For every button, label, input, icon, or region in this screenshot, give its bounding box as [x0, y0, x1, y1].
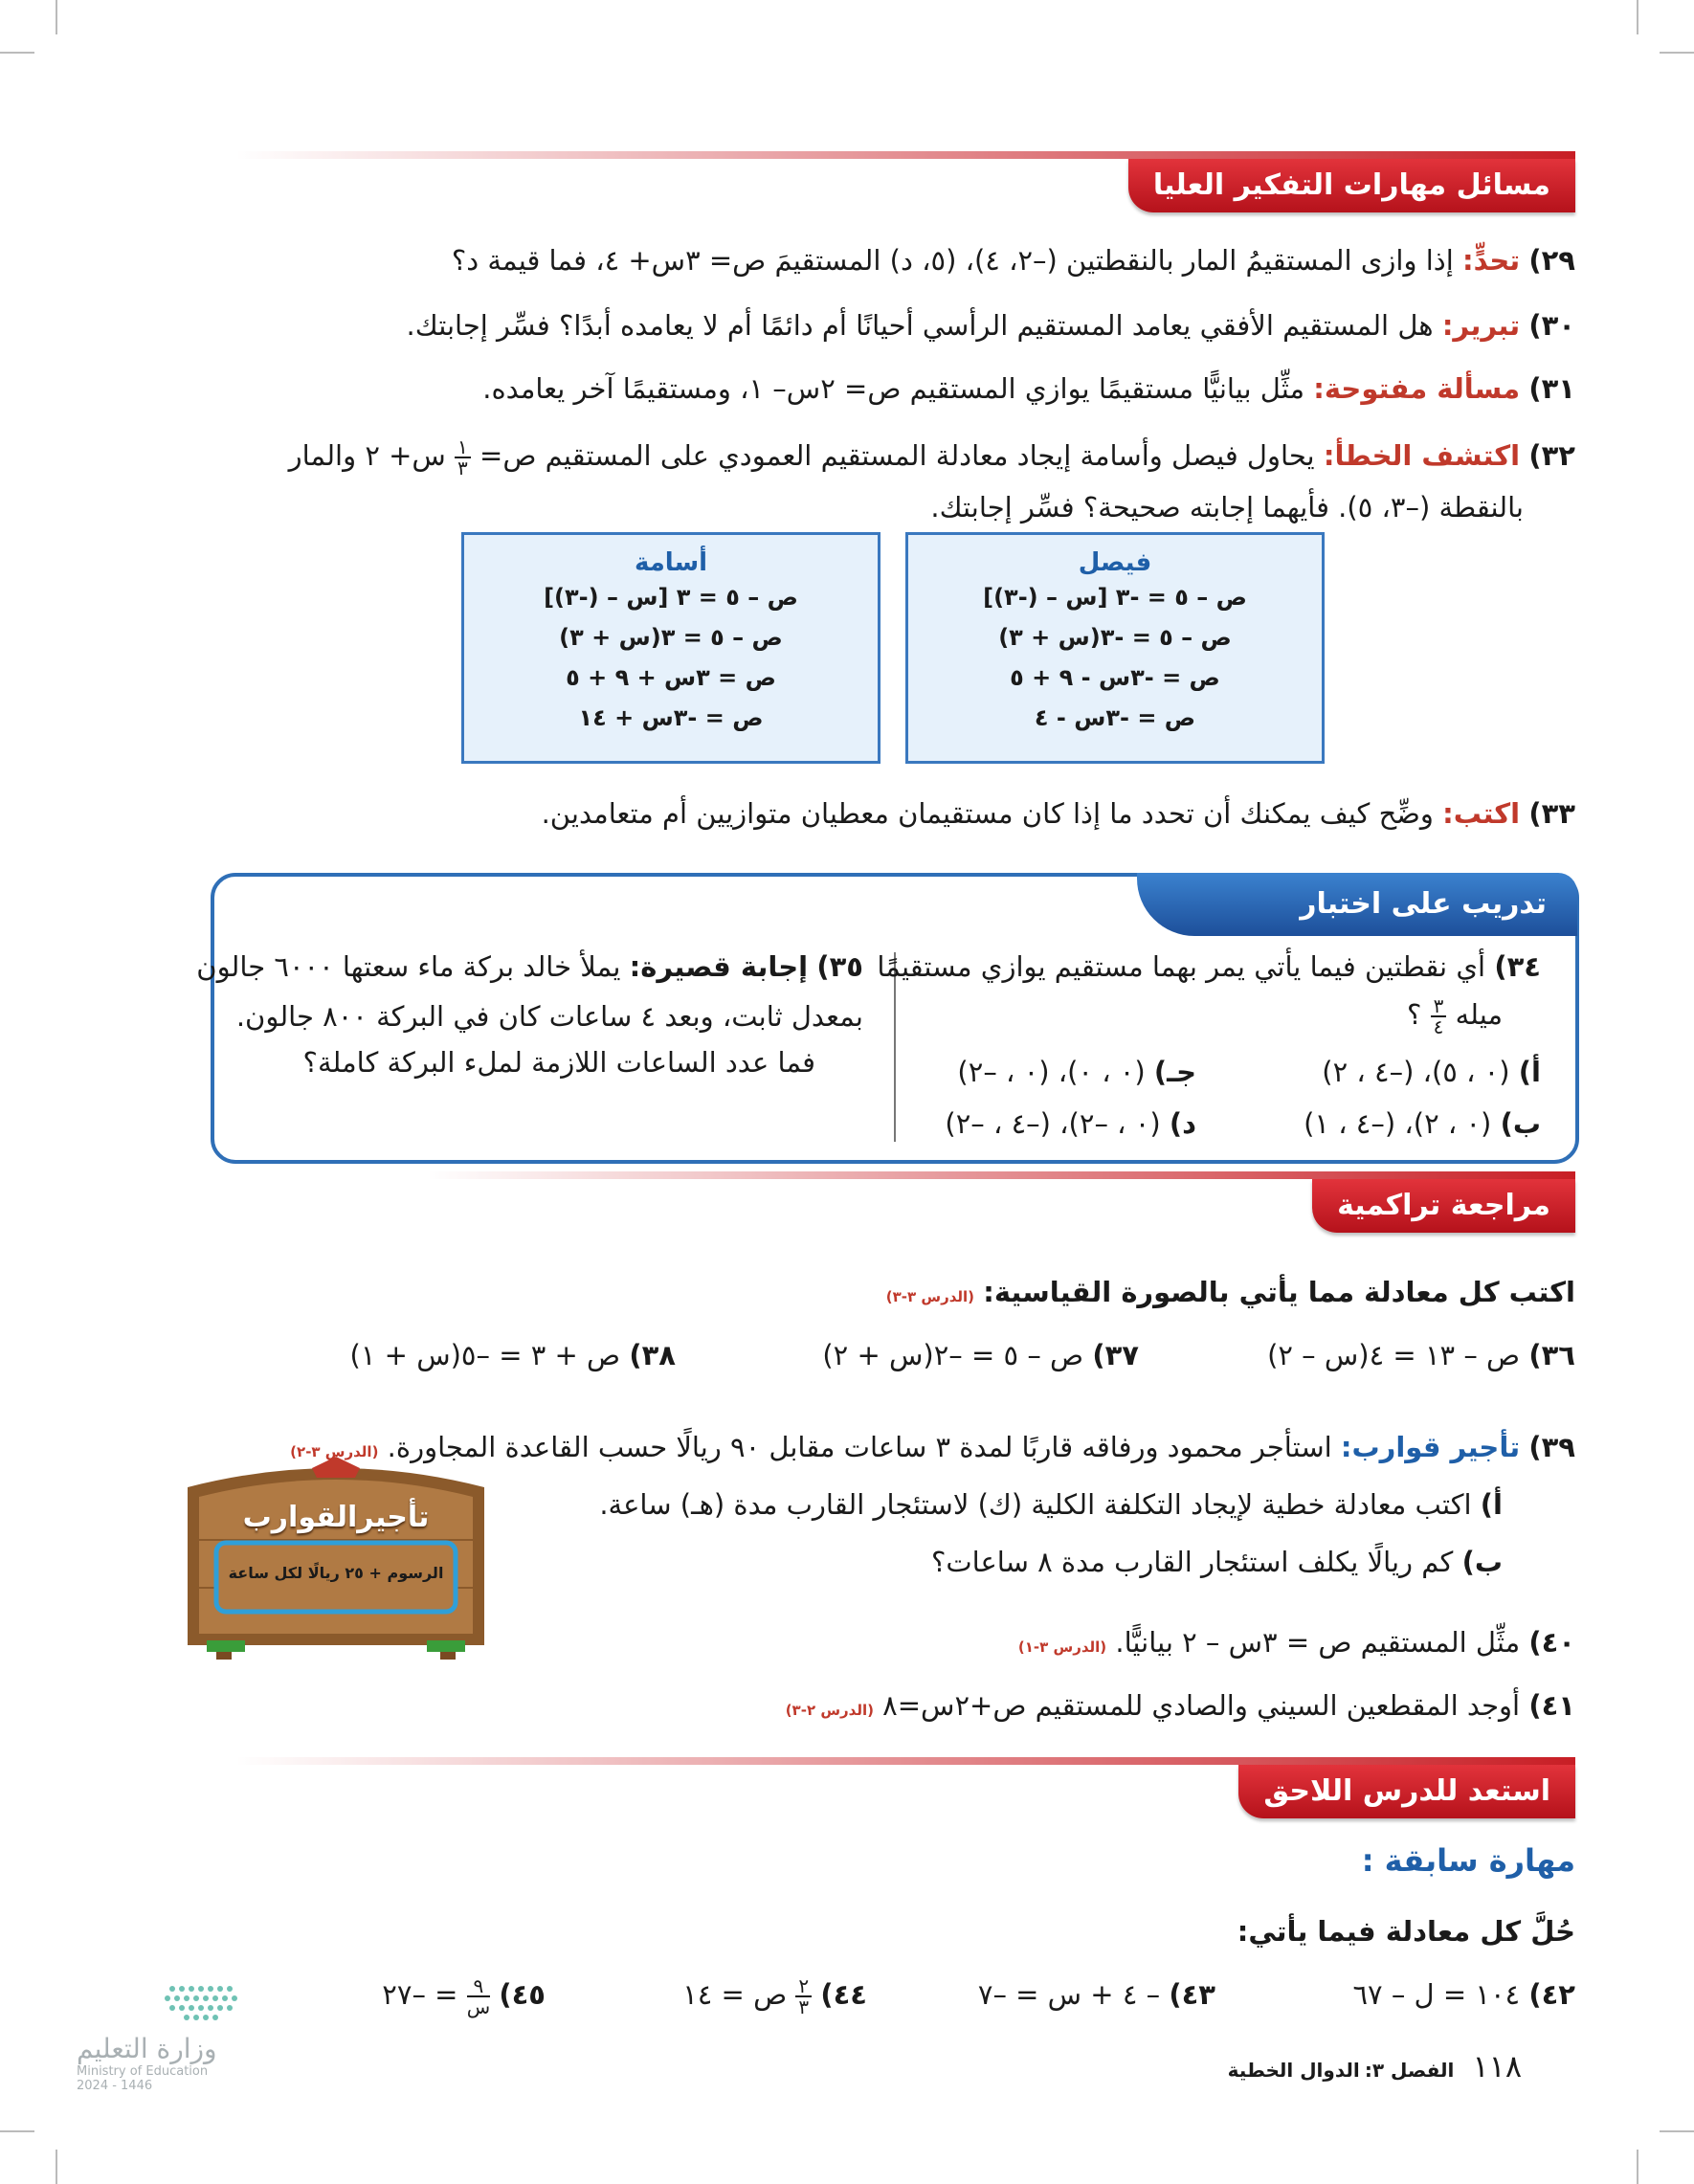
problem-number: ٣٨) [629, 1339, 676, 1371]
problem-33 [0, 794, 1575, 833]
problem-number: ٢٩) [1528, 244, 1575, 277]
problem-43 [978, 1975, 1215, 2014]
section-title: استعد للدرس اللاحق [1238, 1765, 1575, 1818]
problem-number: ٣٥) [816, 950, 863, 983]
problem-number: ٣٣) [1528, 797, 1575, 830]
part-text: اكتب معادلة خطية لإيجاد التكلفة الكلية (ك) لاستئجار القارب مدة (هـ) ساعة. [599, 1488, 1472, 1521]
crop-mark [56, 2150, 57, 2184]
header-fade [235, 151, 1575, 159]
equation: ص – ٥ = –٢(س + ٢) [822, 1339, 1084, 1371]
header-fade [235, 1757, 1575, 1765]
choice-text: (٠ ، –٢)، (–٤ ، –٢) [945, 1107, 1161, 1140]
problem-34-line2 [1407, 995, 1503, 1036]
review-instruction [0, 1273, 1575, 1316]
problem-34 [877, 947, 1541, 986]
problem-text: استأجر محمود ورفاقه قاربًا لمدة ٣ ساعات مقابل ٩٠ ريالًا حسب القاعدة المجاورة. [387, 1431, 1332, 1463]
solution-line: ص = -٣س + ١٤ [578, 704, 764, 731]
problem-label: مسألة مفتوحة: [1313, 372, 1521, 405]
choice-text: (٠ ، ٠)، (٠ ، –٢) [957, 1056, 1146, 1088]
choice-d[interactable] [794, 1104, 1196, 1143]
ministry-name-ar: وزارة التعليم [77, 2033, 217, 2064]
crop-mark [56, 0, 57, 34]
solution-line: ص – ٥ = ٣(س + ٣) [559, 624, 783, 651]
fraction-numerator: ٩ [467, 1976, 490, 1997]
page-number: ١١٨ [1472, 2048, 1522, 2084]
sign-title: تأجيرالقوارب [242, 1501, 430, 1534]
crop-mark [1660, 52, 1694, 54]
problem-text: بالنقطة (–٣، ٥). فأيهما إجابته صحيحة؟ فسِّر إجابتك. [930, 491, 1524, 524]
problem-text: يحاول فيصل وأسامة إيجاد معادلة المستقيم العمودي على المستقيم ص= [479, 439, 1315, 472]
crop-mark [1637, 2150, 1638, 2184]
solve-instruction [0, 1912, 1575, 1950]
fraction-denominator: س [466, 1995, 491, 2018]
problem-text: ميله [1455, 998, 1503, 1031]
lesson-ref: (الدرس ٣-٢) [290, 1443, 379, 1460]
problem-44 [682, 1975, 867, 2017]
fraction-numerator: ١ [455, 437, 471, 458]
problem-40 [0, 1623, 1575, 1666]
problem-number: ٣٧) [1092, 1339, 1139, 1371]
problem-45 [382, 1975, 546, 2017]
ministry-logo [77, 1981, 249, 2115]
logo-dots-icon [77, 1981, 249, 2029]
section-header-get-ready [235, 1765, 1575, 1818]
problem-label: اكتب: [1442, 797, 1521, 830]
problem-32 [0, 436, 1575, 478]
equation: ص + ٣ = –٥(س + ١) [349, 1339, 621, 1371]
problem-text: مثِّل المستقيم ص = ٣س – ٢ بيانيًّا. [1115, 1626, 1521, 1659]
problem-text: هل المستقيم الأفقي يعامد المستقيم الرأسي أحيانًا أم دائمًا أم لا يعامده أبدًا؟ فسِّر إجابتك. [406, 309, 1434, 342]
problem-text: س+ ٢ والمار [288, 439, 446, 472]
choice-label: ب) [1500, 1107, 1541, 1140]
ministry-year: 2024 - 1446 [77, 2079, 153, 2093]
problem-number: ٣١) [1528, 372, 1575, 405]
problem-label: تبرير: [1441, 309, 1521, 342]
problem-number: ٤٥) [499, 1978, 546, 2011]
fraction-numerator: ٢ [795, 1976, 812, 1997]
section-title: مراجعة تراكمية [1312, 1179, 1575, 1233]
problem-label: اكتشف الخطأ: [1323, 439, 1521, 472]
choice-label: جـ) [1153, 1056, 1196, 1088]
problem-35-line2 [236, 997, 863, 1036]
fraction [795, 1976, 812, 2017]
header-fade [427, 1171, 1575, 1179]
ministry-name-en: Ministry of Education [77, 2064, 209, 2079]
fraction [1431, 996, 1447, 1036]
problem-text: أوجد المقطعين السيني والصادي للمستقيم ص+٢س=٨ [882, 1689, 1521, 1722]
fraction-denominator: ٣ [798, 1995, 810, 2018]
problem-text: مثِّل بيانيًّا مستقيمًا يوازي المستقيم ص= ٢س– ١، ومستقيمًا آخر يعامده. [482, 372, 1305, 405]
equation: ص – ١٣ = ٤(س – ٢) [1267, 1339, 1521, 1371]
sign-text: الرسوم + ٢٥ ريالًا لكل ساعة [228, 1564, 444, 1582]
problem-number: ٤٤) [820, 1978, 867, 2011]
problem-38 [350, 1336, 676, 1374]
choice-a[interactable] [1225, 1053, 1541, 1091]
problem-30 [0, 306, 1575, 345]
osama-solution-box [461, 532, 880, 764]
solution-line: ص – ٥ = -٣ [س – (-٣)] [983, 584, 1247, 611]
section-header-hots [235, 159, 1575, 212]
choice-c[interactable] [794, 1053, 1196, 1091]
instruction-text: اكتب كل معادلة مما يأتي بالصورة القياسية: [983, 1276, 1575, 1308]
problem-36 [1267, 1336, 1575, 1374]
problem-number: ٣٦) [1528, 1339, 1575, 1371]
part-label: ب) [1461, 1546, 1503, 1578]
choice-text: (٠ ، ٢)، (–٤ ، ١) [1304, 1107, 1492, 1140]
solution-line: ص – ٥ = ٣ [س – (-٣)] [544, 584, 798, 611]
section-title: مسائل مهارات التفكير العليا [1128, 159, 1575, 212]
problem-number: ٤٣) [1169, 1978, 1215, 2011]
problem-37 [822, 1336, 1139, 1374]
chapter-label: الفصل ٣: [1364, 2059, 1455, 2082]
problem-label: إجابة قصيرة: [629, 950, 809, 983]
problem-35-line3 [303, 1043, 815, 1081]
part-text: كم ريالًا يكلف استئجار القارب مدة ٨ ساعات؟ [930, 1546, 1454, 1578]
part-label: أ) [1480, 1488, 1503, 1521]
solution-line: ص = ٣س + ٩ + ٥ [566, 664, 776, 691]
problem-number: ٣٤) [1494, 950, 1541, 983]
problem-35 [196, 947, 863, 986]
problem-label: تحدٍّ: [1461, 244, 1521, 277]
prior-skill [0, 1841, 1575, 1881]
instruction-text: حُلَّ كل معادلة فيما يأتي: [1237, 1915, 1575, 1948]
equation: – ٤ + س = –٧ [977, 1978, 1161, 2011]
fraction [455, 437, 471, 478]
equation: = –٢٧ [382, 1978, 458, 2011]
crop-mark [1637, 0, 1638, 34]
problem-text: بمعدل ثابت، وبعد ٤ ساعات كان في البركة ٨٠٠ جالون. [235, 1000, 863, 1033]
problem-label: تأجير قوارب: [1340, 1431, 1521, 1463]
chapter-title: الدوال الخطية [1227, 2059, 1360, 2082]
problem-text: فما عدد الساعات اللازمة لملء البركة كاملة؟ [302, 1046, 815, 1079]
choice-b[interactable] [1225, 1104, 1541, 1143]
solution-line: ص – ٥ = -٣(س + ٣) [998, 624, 1232, 651]
problem-number: ٤٠) [1528, 1626, 1575, 1659]
problem-text: وضِّح كيف يمكنك أن تحدد ما إذا كان مستقيمان معطيان متوازيين أم متعامدين. [541, 797, 1434, 830]
problem-text: أي نقطتين فيما يأتي يمر بهما مستقيم يوازي مستقيمًا [877, 950, 1486, 983]
problem-31 [0, 369, 1575, 408]
fraction-denominator: ٣ [457, 457, 468, 479]
section-header-spiral-review [427, 1179, 1575, 1233]
problem-29 [0, 241, 1575, 279]
section-header-test-practice: تدريب على اختبار [1137, 873, 1577, 936]
fraction [467, 1976, 490, 2017]
problem-number: ٣٩) [1528, 1431, 1575, 1463]
problem-number: ٤٢) [1528, 1978, 1575, 2011]
page-footer [1228, 2048, 1522, 2084]
lesson-ref: (الدرس ٣-١) [1017, 1638, 1107, 1656]
problem-42 [1352, 1975, 1575, 2014]
choice-label: أ) [1518, 1056, 1541, 1088]
problem-41 [0, 1686, 1575, 1729]
problem-number: ٤١) [1528, 1689, 1575, 1722]
student-name: فيصل [1078, 548, 1152, 577]
lesson-ref: (الدرس ٢-٣) [785, 1702, 874, 1719]
fraction-numerator: ٣ [1431, 996, 1447, 1017]
faisal-solution-box [905, 532, 1325, 764]
lesson-ref: (الدرس ٣-٣) [885, 1288, 975, 1305]
problem-text: يملأ خالد بركة ماء سعتها ٦٠٠٠ جالون [196, 950, 621, 983]
crop-mark [0, 52, 34, 54]
crop-mark [0, 2130, 34, 2132]
student-name: أسامة [634, 548, 708, 577]
problem-text: إذا وازى المستقيمُ المار بالنقطتين (–٢، ٤)، (٥، د) المستقيمَ ص= ٣س+ ٤، فما قيمة د؟ [451, 244, 1454, 277]
skill-title: مهارة سابقة : [1361, 1842, 1575, 1879]
problem-number: ٣٢) [1528, 439, 1575, 472]
problem-number: ٣٠) [1528, 309, 1575, 342]
fraction-denominator: ٤ [1433, 1015, 1444, 1038]
choice-text: (٠ ، ٥)، (–٤ ، ٢) [1322, 1056, 1510, 1088]
solution-line: ص = -٣س - ٩ + ٥ [1010, 664, 1220, 691]
equation: ١٠٤ = ل – ٦٧ [1352, 1978, 1521, 2011]
problem-32-line2 [0, 488, 1524, 526]
choice-label: د) [1169, 1107, 1196, 1140]
crop-mark [1660, 2130, 1694, 2132]
equation: ص = ١٤ [682, 1978, 788, 2011]
problem-text: ؟ [1406, 998, 1422, 1031]
solution-line: ص = -٣س - ٤ [1034, 704, 1196, 731]
